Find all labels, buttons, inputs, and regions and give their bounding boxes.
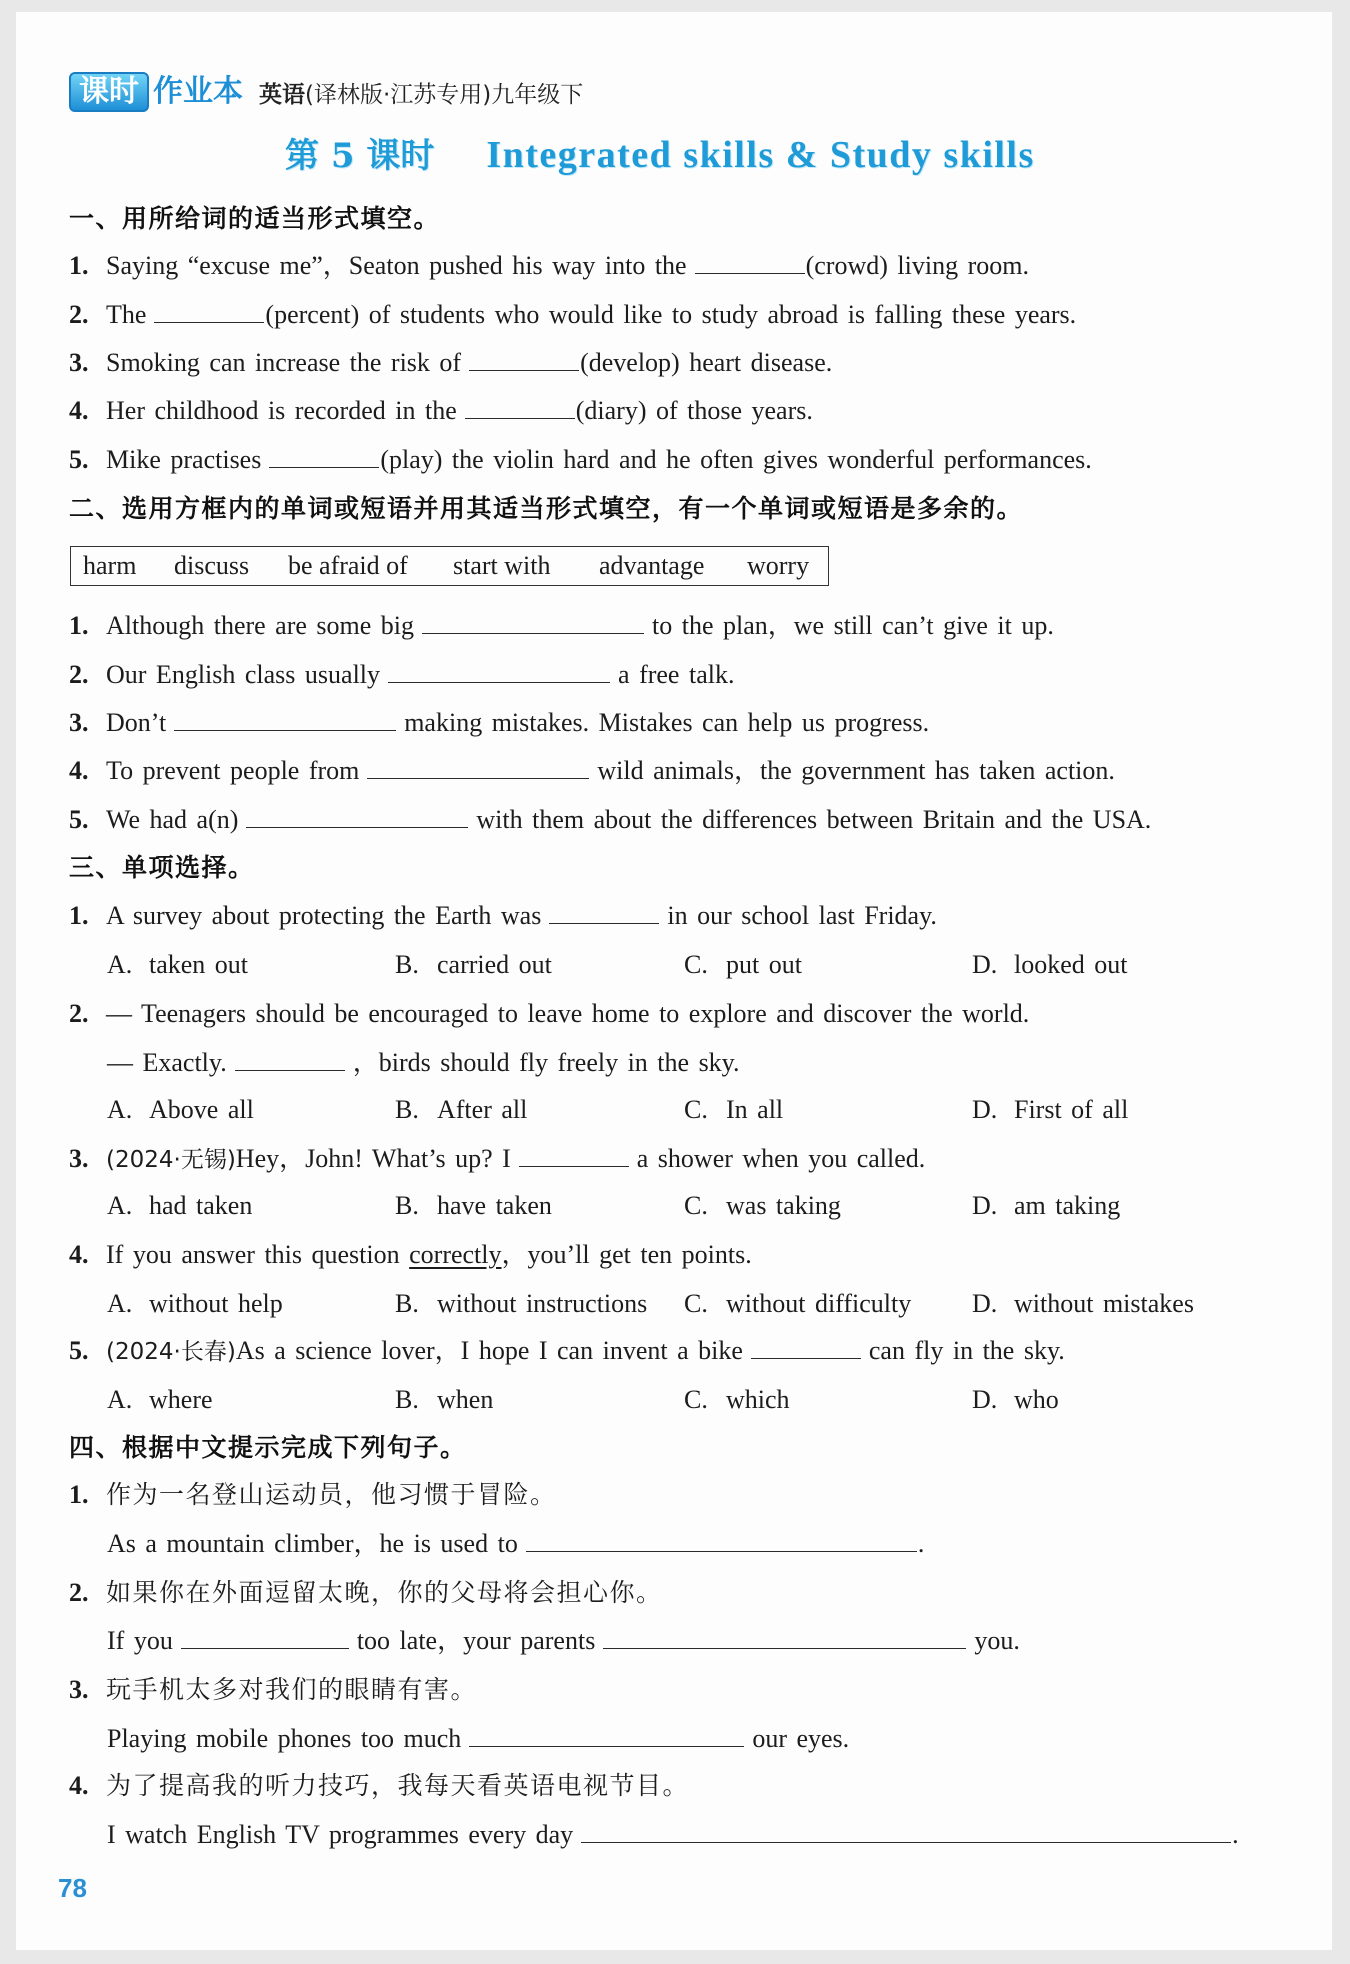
question-text-before: — Exactly. xyxy=(107,1048,227,1077)
choice-question xyxy=(69,898,937,934)
answer-blank xyxy=(465,394,575,419)
answer-blank xyxy=(246,803,468,828)
answer-blank xyxy=(519,1142,629,1167)
item-text-before: To prevent people from xyxy=(106,756,360,785)
item-number: 3. xyxy=(69,1144,89,1173)
answer-blank xyxy=(581,1818,1231,1843)
option-text: without difficulty xyxy=(726,1289,912,1318)
item-text-before: Although there are some big xyxy=(106,611,415,640)
option-letter: B. xyxy=(395,1385,419,1414)
fill-item xyxy=(69,657,734,693)
word-box-option: worry xyxy=(747,551,810,580)
question-source: (2024·长春) xyxy=(106,1339,236,1365)
question-text-before: As a science lover，I hope I can invent a bike xyxy=(235,1336,743,1365)
item-number: 2. xyxy=(69,1578,89,1607)
item-text-after: (play) the violin hard and he often gives wonderful performances. xyxy=(380,445,1092,474)
option-text: where xyxy=(149,1385,213,1414)
option-letter: B. xyxy=(395,1289,419,1318)
item-text-after: with them about the differences between Britain and the USA. xyxy=(476,805,1152,834)
answer-blank xyxy=(549,899,659,924)
choice-question xyxy=(69,1333,1065,1369)
word-box-option: discuss xyxy=(174,551,250,580)
option-c xyxy=(684,947,802,983)
sentence-text-after: you. xyxy=(974,1626,1020,1655)
option-text: After all xyxy=(437,1095,528,1124)
option-d xyxy=(972,1286,1194,1322)
item-text-after: wild animals，the government has taken action. xyxy=(597,756,1115,785)
item-text-before: Her childhood is recorded in the xyxy=(106,396,457,425)
dialogue-line-2 xyxy=(107,1045,740,1081)
question-text-after: a shower when you called. xyxy=(636,1144,926,1173)
option-d xyxy=(972,1188,1120,1224)
option-d xyxy=(972,947,1128,983)
answer-blank xyxy=(367,754,589,779)
page-header xyxy=(69,72,583,112)
option-letter: A. xyxy=(107,1095,133,1124)
question-text-before: A survey about protecting the Earth was xyxy=(106,901,542,930)
option-letter: A. xyxy=(107,1289,133,1318)
option-d xyxy=(972,1382,1059,1418)
option-text: which xyxy=(726,1385,790,1414)
option-letter: B. xyxy=(395,1095,419,1124)
answer-blank xyxy=(154,298,264,323)
answer-blank xyxy=(174,706,396,731)
option-c xyxy=(684,1092,783,1128)
answer-blank xyxy=(422,609,644,634)
fill-item xyxy=(69,802,1151,838)
option-text: have taken xyxy=(437,1191,552,1220)
option-b xyxy=(395,947,552,983)
item-text-before: Saying “excuse me”，Seaton pushed his way into the xyxy=(106,251,687,280)
word-box xyxy=(70,546,829,586)
item-text-after: (develop) heart disease. xyxy=(580,348,833,377)
option-text: Above all xyxy=(149,1095,254,1124)
option-letter: C. xyxy=(684,1191,708,1220)
option-letter: C. xyxy=(684,1095,708,1124)
option-letter: A. xyxy=(107,1385,133,1414)
option-letter: A. xyxy=(107,1191,133,1220)
option-c xyxy=(684,1382,790,1418)
answer-blank xyxy=(603,1624,966,1649)
question-text-after: ，you’ll get ten points. xyxy=(501,1240,752,1269)
item-text-before: Our English class usually xyxy=(106,660,381,689)
chinese-prompt xyxy=(69,1575,663,1611)
option-text: looked out xyxy=(1014,950,1128,979)
fill-item xyxy=(69,393,813,429)
item-number: 4. xyxy=(69,396,89,425)
option-text: taken out xyxy=(149,950,249,979)
option-letter: D. xyxy=(972,1385,998,1414)
word-box-option: start with xyxy=(453,551,551,580)
item-text-after: to the plan，we still can’t give it up. xyxy=(652,611,1054,640)
answer-blank xyxy=(751,1334,861,1359)
question-text-after: in our school last Friday. xyxy=(667,901,937,930)
option-letter: A. xyxy=(107,950,133,979)
option-text: without mistakes xyxy=(1014,1289,1194,1318)
fill-item xyxy=(69,705,929,741)
option-text: First of all xyxy=(1014,1095,1129,1124)
option-text: without help xyxy=(149,1289,283,1318)
fill-item xyxy=(69,442,1092,478)
item-text-after: (crowd) living room. xyxy=(805,251,1029,280)
fill-item xyxy=(69,248,1029,284)
fill-item xyxy=(69,753,1115,789)
fill-item xyxy=(69,345,832,381)
question-text-before: If you answer this question xyxy=(106,1240,400,1269)
option-text: who xyxy=(1014,1385,1059,1414)
answer-blank xyxy=(469,346,579,371)
question-text-before: Hey，John! What’s up? I xyxy=(235,1144,511,1173)
book-edition: (译林版·江苏专用)九年级下 xyxy=(305,81,584,108)
logo-mark: 课时 xyxy=(69,72,149,112)
option-letter: D. xyxy=(972,1289,998,1318)
chinese-prompt xyxy=(69,1672,477,1708)
book-subject: 英语 xyxy=(259,81,305,108)
answer-blank xyxy=(235,1046,345,1071)
item-number: 4. xyxy=(69,1771,89,1800)
item-number: 1. xyxy=(69,611,89,640)
sentence-text-before: If you xyxy=(107,1626,173,1655)
item-number: 5. xyxy=(69,1336,89,1365)
section-heading: 三、单项选择。 xyxy=(69,853,255,882)
option-a xyxy=(107,1188,252,1224)
chinese-prompt xyxy=(69,1768,689,1804)
answer-blank xyxy=(695,249,805,274)
word-box-option: harm xyxy=(83,551,137,580)
lesson-title xyxy=(285,133,1035,177)
underlined-word: correctly xyxy=(409,1240,502,1269)
question-text-after: ，birds should fly freely in the sky. xyxy=(352,1048,740,1077)
chinese-sentence: 玩手机太多对我们的眼睛有害。 xyxy=(106,1675,478,1704)
option-text: In all xyxy=(726,1095,784,1124)
sentence-text-middle: too late，your parents xyxy=(356,1626,596,1655)
logo-wordmark: 作业本 xyxy=(153,74,243,109)
option-letter: D. xyxy=(972,950,998,979)
option-text: when xyxy=(437,1385,494,1414)
option-letter: C. xyxy=(684,1385,708,1414)
sentence-text-before: Playing mobile phones too much xyxy=(107,1724,462,1753)
option-b xyxy=(395,1188,552,1224)
item-number: 3. xyxy=(69,1675,89,1704)
option-text: without instructions xyxy=(437,1289,648,1318)
option-c xyxy=(684,1188,841,1224)
sentence-text-after: . xyxy=(1232,1820,1239,1849)
section-heading: 一、用所给词的适当形式填空。 xyxy=(69,204,441,233)
english-sentence xyxy=(107,1526,924,1562)
chinese-sentence: 为了提高我的听力技巧，我每天看英语电视节目。 xyxy=(106,1771,690,1800)
answer-blank xyxy=(388,658,610,683)
option-a xyxy=(107,947,248,983)
chinese-sentence: 如果你在外面逗留太晚，你的父母将会担心你。 xyxy=(106,1578,663,1607)
option-c xyxy=(684,1286,911,1322)
item-text-before: Smoking can increase the risk of xyxy=(106,348,462,377)
choice-question xyxy=(69,1141,925,1177)
option-text: am taking xyxy=(1014,1191,1121,1220)
sentence-text-before: As a mountain climber，he is used to xyxy=(107,1529,518,1558)
option-letter: D. xyxy=(972,1191,998,1220)
section-heading: 四、根据中文提示完成下列句子。 xyxy=(69,1433,467,1462)
chinese-sentence: 作为一名登山运动员，他习惯于冒险。 xyxy=(106,1480,557,1509)
item-number: 2. xyxy=(69,660,89,689)
item-text-before: Don’t xyxy=(106,708,167,737)
choice-question xyxy=(69,996,1029,1032)
item-number: 5. xyxy=(69,445,89,474)
lesson-number: 第 5 课时 xyxy=(285,136,435,176)
item-number: 1. xyxy=(69,901,89,930)
option-a xyxy=(107,1092,254,1128)
page-number: 78 xyxy=(58,1873,87,1903)
option-letter: B. xyxy=(395,1191,419,1220)
item-text-after: making mistakes. Mistakes can help us progress. xyxy=(404,708,930,737)
option-a xyxy=(107,1286,283,1322)
sentence-text-before: I watch English TV programmes every day xyxy=(107,1820,574,1849)
item-number: 3. xyxy=(69,348,89,377)
lesson-topic: Integrated skills & Study skills xyxy=(486,134,1035,176)
question-text-after: can fly in the sky. xyxy=(868,1336,1065,1365)
option-text: carried out xyxy=(437,950,552,979)
chinese-prompt xyxy=(69,1477,557,1513)
item-number: 1. xyxy=(69,1480,89,1509)
option-text: was taking xyxy=(726,1191,841,1220)
item-number: 5. xyxy=(69,805,89,834)
item-number: 2. xyxy=(69,300,89,329)
item-number: 1. xyxy=(69,251,89,280)
option-b xyxy=(395,1286,647,1322)
item-text-after: (diary) of those years. xyxy=(575,396,813,425)
section-heading: 二、选用方框内的单词或短语并用其适当形式填空，有一个单词或短语是多余的。 xyxy=(69,494,1024,523)
fill-item xyxy=(69,297,1076,333)
option-a xyxy=(107,1382,213,1418)
item-number: 4. xyxy=(69,1240,89,1269)
english-sentence xyxy=(107,1623,1020,1659)
item-text-before: The xyxy=(106,300,147,329)
option-letter: B. xyxy=(395,950,419,979)
fill-item xyxy=(69,608,1054,644)
item-number: 4. xyxy=(69,756,89,785)
english-sentence xyxy=(107,1817,1239,1853)
word-box-option: be afraid of xyxy=(288,551,408,580)
option-letter: D. xyxy=(972,1095,998,1124)
word-box-option: advantage xyxy=(599,551,705,580)
sentence-text-after: our eyes. xyxy=(752,1724,850,1753)
item-number: 2. xyxy=(69,999,89,1028)
answer-blank xyxy=(181,1624,349,1649)
answer-blank xyxy=(469,1722,744,1747)
item-text-after: (percent) of students who would like to study abroad is falling these years. xyxy=(265,300,1077,329)
option-letter: C. xyxy=(684,1289,708,1318)
answer-blank xyxy=(526,1527,917,1552)
option-d xyxy=(972,1092,1128,1128)
sentence-text-after: . xyxy=(917,1529,925,1558)
answer-blank xyxy=(269,443,379,468)
item-text-before: Mike practises xyxy=(106,445,262,474)
option-b xyxy=(395,1092,527,1128)
item-text-before: We had a(n) xyxy=(106,805,239,834)
choice-question xyxy=(69,1237,752,1273)
question-source: (2024·无锡) xyxy=(106,1147,236,1173)
option-text: had taken xyxy=(149,1191,253,1220)
english-sentence xyxy=(107,1721,849,1757)
item-text-after: a free talk. xyxy=(618,660,735,689)
option-letter: C. xyxy=(684,950,708,979)
dialogue-line-1: — Teenagers should be encouraged to leave home to explore and discover the world. xyxy=(106,999,1030,1028)
item-number: 3. xyxy=(69,708,89,737)
option-text: put out xyxy=(726,950,802,979)
option-b xyxy=(395,1382,493,1418)
